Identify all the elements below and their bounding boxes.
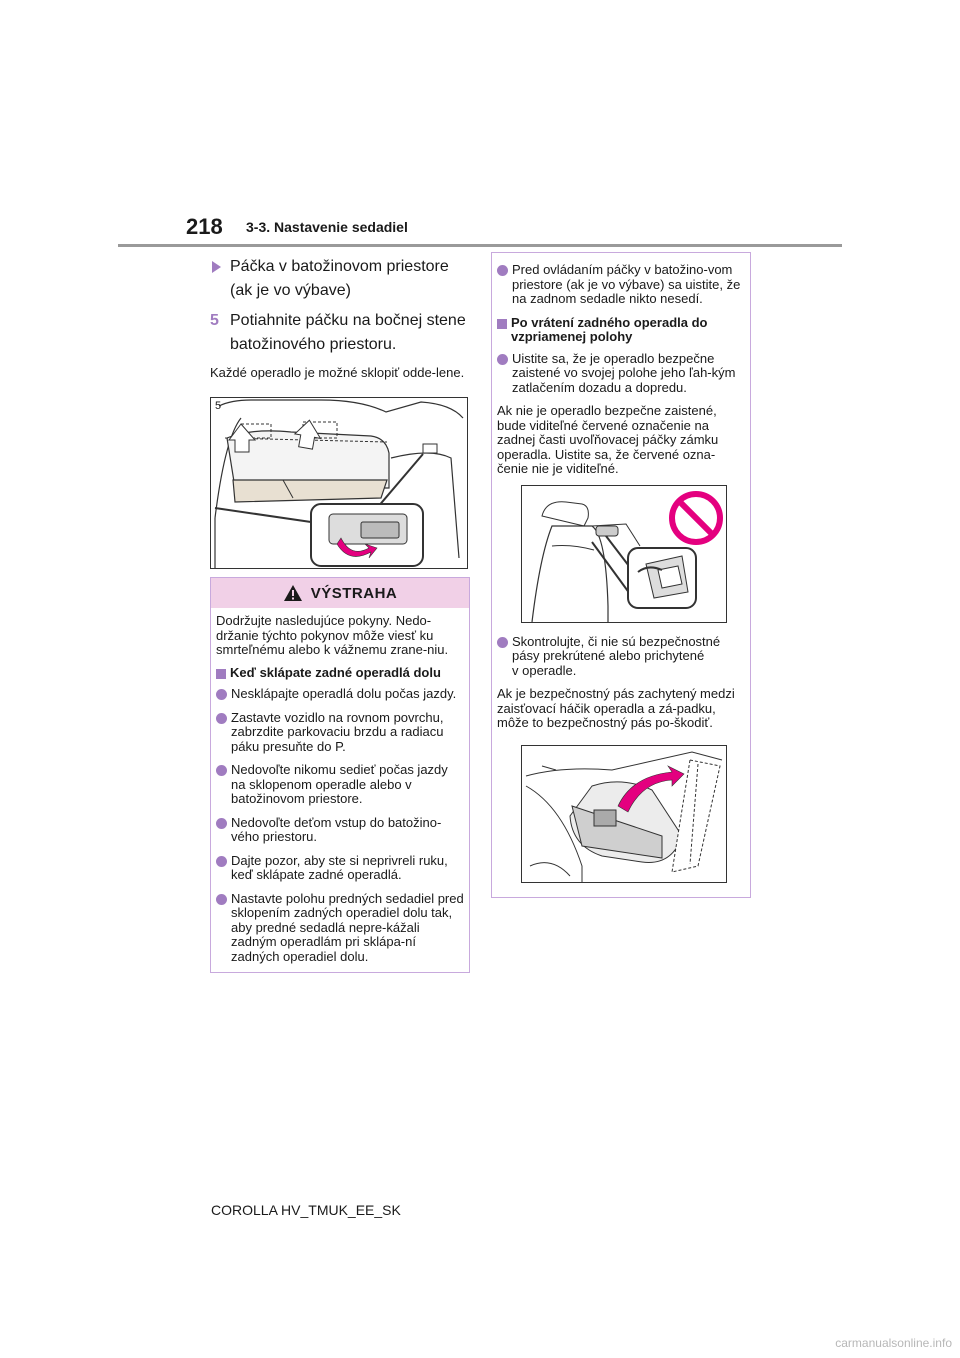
trunk-lever-illustration: [210, 397, 468, 569]
warning-panel: [210, 577, 470, 973]
page-number: 218: [186, 214, 223, 239]
warning-item: Dajte pozor, aby ste si neprivreli ruku, keď sklápate zadné operadlá.: [216, 854, 465, 883]
seatback-raise-illustration: [521, 745, 727, 883]
step-5: [210, 309, 470, 357]
header-rule: [118, 244, 842, 247]
warning-item: Zastavte vozidlo na rovnom povrchu, zabrzdite parkovaciu brzdu a radiacu páku presuňte do P.: [216, 711, 465, 755]
warning-item: Nesklápajte operadlá dolu počas jazdy.: [216, 687, 465, 702]
figure-label: 5: [215, 400, 222, 412]
fold-note: Každé operadlo je možné sklopiť odde-lene.: [210, 365, 465, 380]
locked-check-item: Uistite sa, že je operadlo bezpečne zaistené vo svojej polohe jeho ľah-kým zatlačením dozadu a dopredu.: [497, 352, 746, 396]
red-mark-drawing: [522, 486, 726, 622]
seatbelt-paragraph: Ak je bezpečnostný pás zachytený medzi zaisťovací háčik operadla a zá-padku, môže to bezpečnostný pás po-škodiť.: [497, 686, 735, 730]
warning-heading: Keď sklápate zadné operadlá dolu: [216, 666, 465, 681]
left-column: [210, 255, 470, 973]
warning-header: [211, 578, 469, 608]
step-text: Potiahnite páčku na bočnej stene batožinového priestoru.: [230, 312, 466, 353]
subheading-text: Páčka v batožinovom priestore (ak je vo výbave): [230, 258, 449, 299]
trunk-lever-drawing: [211, 398, 467, 568]
warning-body: [211, 608, 469, 972]
watermark: carmanualsonline.info: [835, 1336, 952, 1350]
right-column: [491, 252, 751, 898]
section-title: 3-3. Nastavenie sedadiel: [246, 219, 408, 235]
warning-intro: Dodržujte nasledujúce pokyny. Nedo-držanie týchto pokynov môže viesť ku smrteľnému alebo k vážnemu zrane-niu.: [216, 613, 449, 657]
step-number: 5: [210, 312, 219, 329]
subheading: [210, 255, 470, 303]
pre-operation-item: Pred ovládaním páčky v batožino-vom priestore (ak je vo výbave) sa uistite, že na zadnom sedadle nikto nesedí.: [497, 263, 746, 307]
red-mark-paragraph: Ak nie je operadlo bezpečne zaistené, bude viditeľné červené označenie na zadnej časti uvoľňovacej páčky zámku operadla. Uistite sa, že červené ozna-čenie nie je viditeľné.: [497, 403, 719, 476]
red-mark-illustration: [521, 485, 727, 623]
warning-item: Nastavte polohu predných sedadiel pred sklopením zadných operadiel dolu tak, aby predné sedadlá nepre-kážali zadným operadlám pri sklápa-ní zadných operadiel dolu.: [216, 892, 465, 965]
triangle-bullet-icon: [212, 261, 221, 273]
warning-triangle-icon: [283, 584, 303, 602]
warning-panel-continued: [491, 252, 751, 898]
seatback-raise-drawing: [522, 746, 726, 882]
seatbelt-check-item: Skontrolujte, či nie sú bezpečnostné pásy prekrútené alebo prichytené v operadle.: [497, 635, 746, 679]
upright-heading: Po vrátení zadného operadla do vzpriamenej polohy: [497, 316, 746, 345]
warning-item: Nedovoľte nikomu sedieť počas jazdy na sklopenom operadle alebo v batožinovom priestore.: [216, 763, 465, 807]
footer-model-code: COROLLA HV_TMUK_EE_SK: [211, 1202, 401, 1218]
warning-item: Nedovoľte deťom vstup do batožino-vého priestoru.: [216, 816, 465, 845]
warning-title: VÝSTRAHA: [310, 584, 398, 602]
warning-body-continued: [492, 253, 750, 897]
